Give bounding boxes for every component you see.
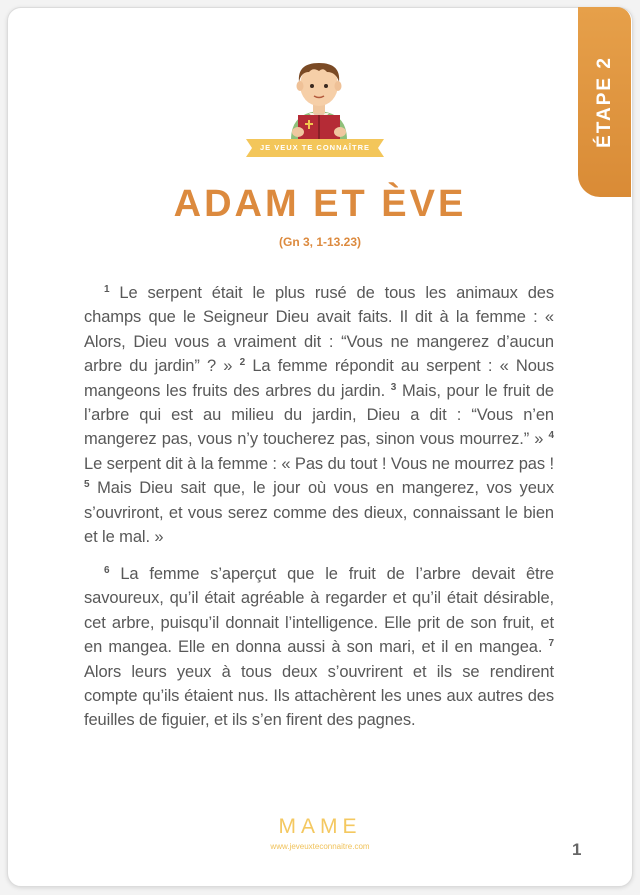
verse-number: 5 bbox=[84, 479, 90, 491]
verse-text: Mais Dieu sait que, le jour où vous en mangerez, vos yeux s’ouvriront, et vous serez comme des dieux, connaissant le bien et le mal. » bbox=[84, 479, 554, 547]
website-link[interactable]: www.jeveuxteconnaitre.com bbox=[270, 842, 370, 851]
verse-number: 6 bbox=[104, 565, 110, 576]
verse-text: Mais, pour le fruit de l’arbre qui est au milieu du jardin, Dieu a dit : “Vous n’en mangerez pas, vous n’y toucherez pas, sinon vous mourrez.” » bbox=[84, 381, 554, 449]
verse-text: Alors leurs yeux à tous deux s’ouvrirent et ils se rendirent compte qu’ils étaient nus. Ils attachèrent les unes aux autres des feuilles de figuier, et ils s’en firent des pagnes. bbox=[84, 662, 554, 730]
scripture-reference: (Gn 3, 1-13.23) bbox=[278, 235, 362, 249]
page-title: ADAM ET ÈVE bbox=[173, 183, 467, 225]
boy-reading-bible-illustration bbox=[279, 55, 359, 140]
verse-number: 1 bbox=[104, 284, 110, 295]
verse-text: La femme s’aperçut que le fruit de l’arbre devait être savoureux, qu’il était agréable à regarder et qu’il était désirable, cet arbre, puisqu’il donnait l’intelligence. Elle prit de son fruit, et en mangea. Elle en donna aussi à son mari, et il en mangea. bbox=[84, 565, 554, 657]
verse-text: Le serpent était le plus rusé de tous les animaux des champs que le Seigneur Dieu avait faits. Il dit à la femme : « Alors, Dieu vous a vraiment dit : “Vous ne mangerez d’aucun arbre du jardin” ? » bbox=[84, 284, 554, 376]
verse-number: 2 bbox=[239, 357, 246, 369]
page-number: 1 bbox=[572, 840, 582, 859]
step-tab bbox=[578, 7, 631, 197]
step-tab-label: ÉTAPE 2 bbox=[593, 56, 615, 148]
header-ribbon-text-wrap bbox=[246, 139, 384, 157]
verse-text: Le serpent dit à la femme : « Pas du tout ! Vous ne mourrez pas ! bbox=[84, 454, 554, 473]
header-ribbon-label: JE VEUX TE CONNAÎTRE bbox=[259, 143, 370, 152]
verse-number: 4 bbox=[548, 430, 554, 442]
verse-number: 7 bbox=[548, 638, 554, 650]
verse-number: 3 bbox=[390, 381, 397, 393]
passage-paragraph-2 bbox=[84, 562, 554, 733]
passage-paragraph-1 bbox=[84, 281, 554, 549]
verse-text: La femme répondit au serpent : « Nous mangeons les fruits des arbres du jardin. bbox=[84, 357, 555, 400]
publisher-logo: MAME bbox=[278, 815, 362, 838]
